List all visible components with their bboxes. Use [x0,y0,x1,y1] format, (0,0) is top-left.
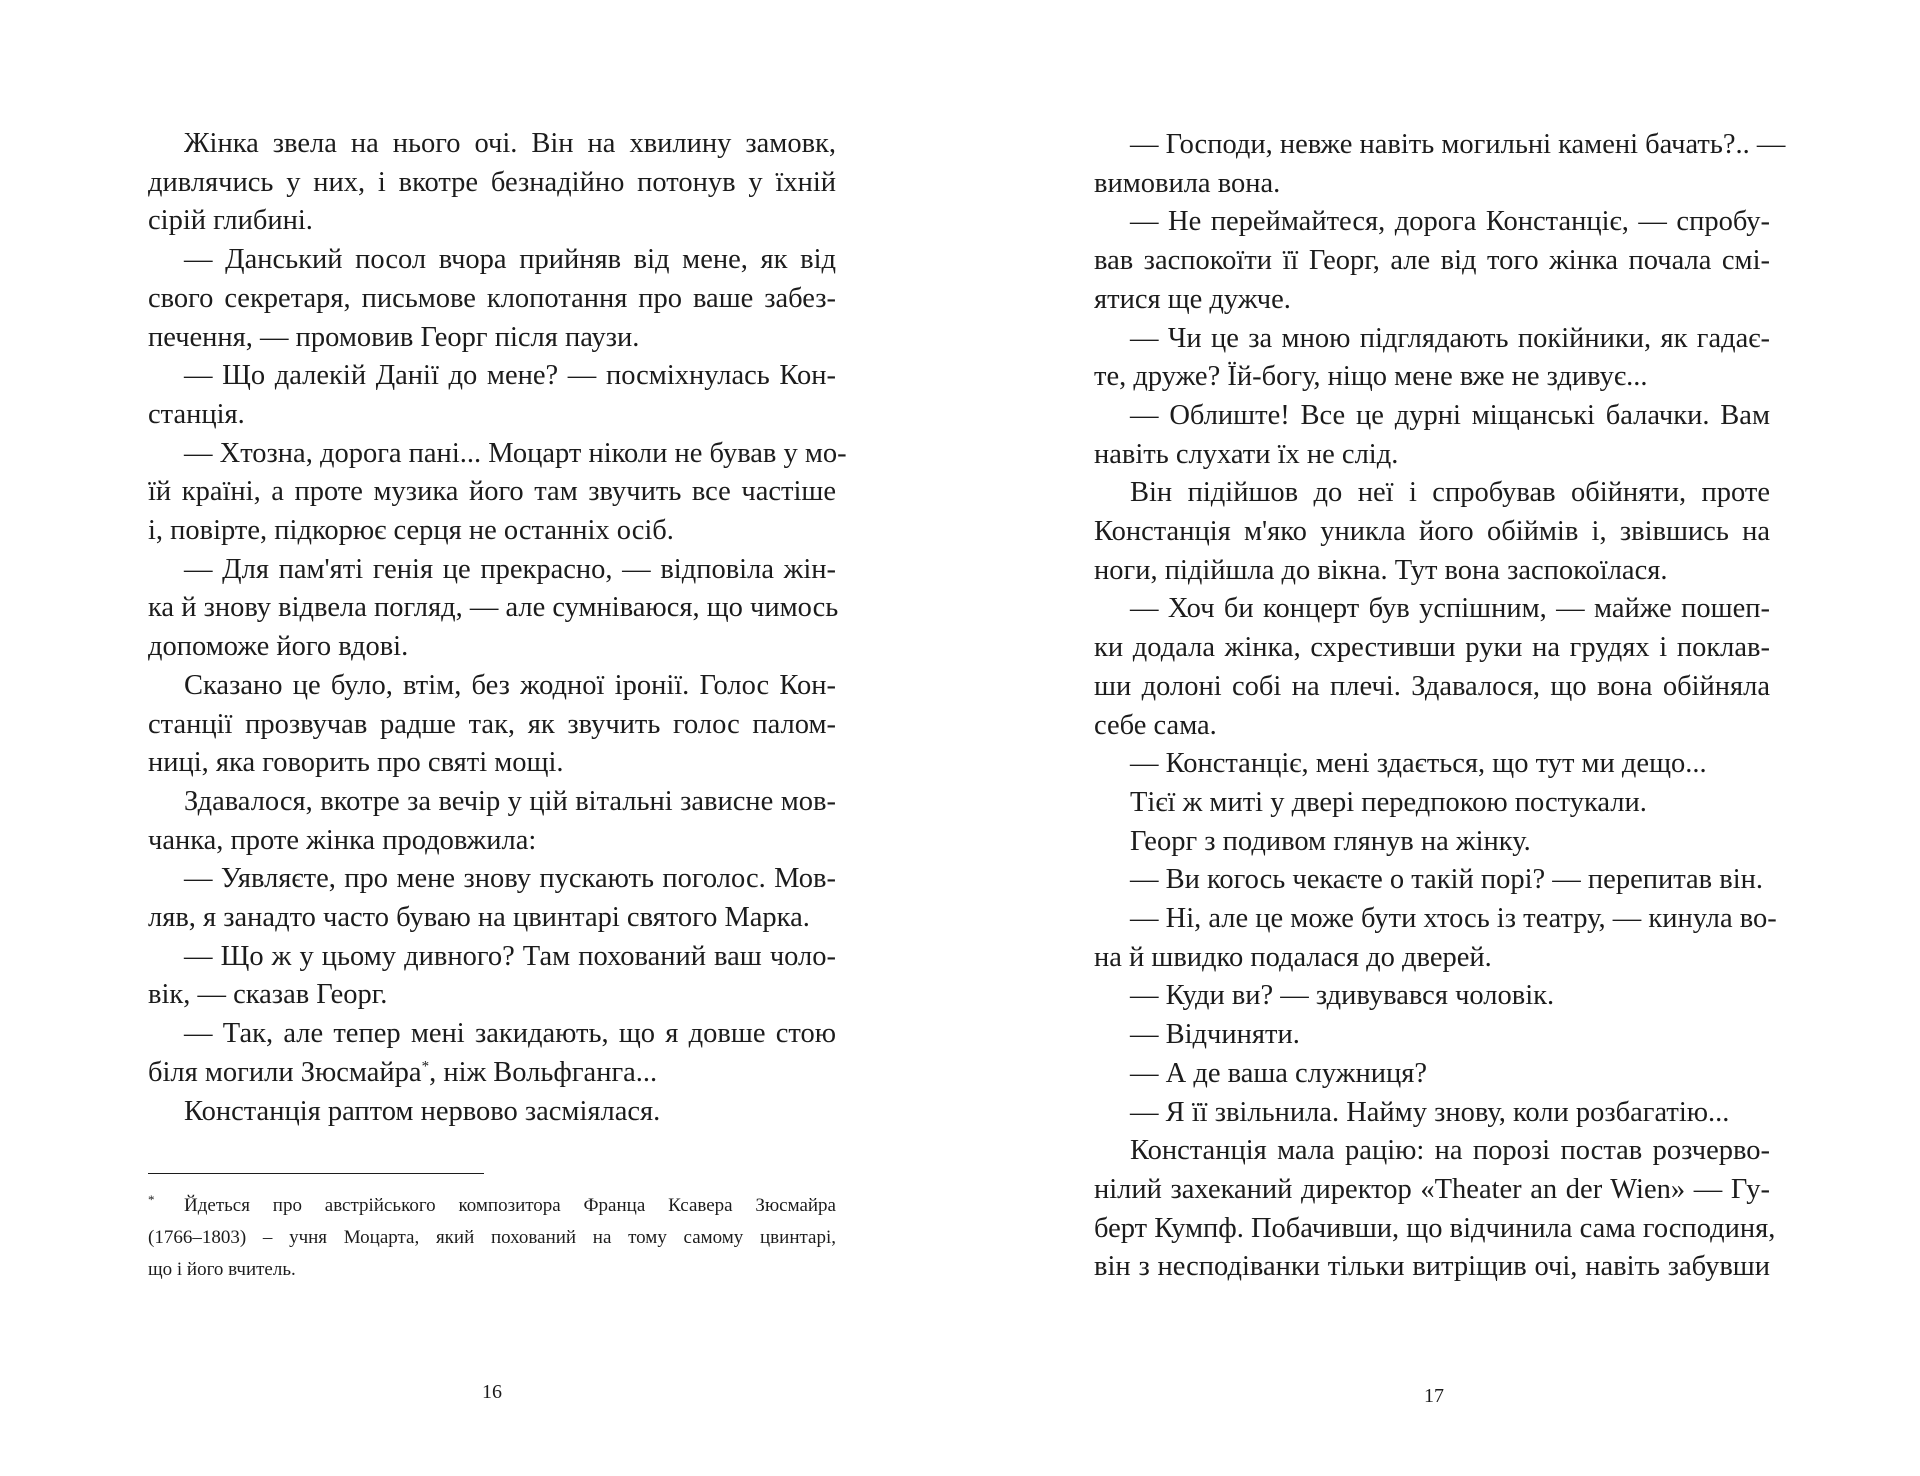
text-line: — Так, але тепер мені закидають, що я довше стою [184,1018,836,1050]
text-line: Констанція мала рацію: на порозі постав розчерво- [1130,1135,1770,1167]
text-line: Здавалося, вкотре за вечір у цій вітальні зависне мов- [184,785,836,817]
text-line: ятися ще дужче. [1094,283,1291,315]
text-line: свого секретаря, письмове клопотання про ваше забез- [148,282,836,314]
text-line: — Господи, невже навіть могильні камені бачать?.. — [1130,129,1786,160]
text-line: ши долоні собі на плечі. Здавалося, що вона обійняла [1094,670,1770,702]
text-line: їй країні, а проте музика його там звучить все частіше [148,476,836,508]
text-line: — Данський посол вчора прийняв від мене, як від [184,244,836,276]
text-fragment: біля могили Зюсмайра [148,1056,422,1088]
text-fragment: , ніж Вольфганга... [429,1056,658,1088]
text-line: ка й знову відвела погляд, — але сумніваюся, що чимось [148,592,839,624]
text-line: — Хтозна, дорога пані... Моцарт ніколи не бував у мо- [184,437,847,469]
text-line: — Відчиняти. [1130,1019,1300,1051]
text-line: — Я її звільнила. Найму знову, коли розбагатію... [1130,1096,1730,1128]
text-line: — Облиште! Все це дурні міщанські балачки. Вам [1130,399,1770,431]
footnote-line: що і його вчитель. [148,1259,296,1280]
text-line: Сказано це було, втім, без жодної іронії. Голос Кон- [184,669,836,701]
text-line: — Констанціє, мені здається, що тут ми дещо... [1130,748,1707,780]
text-line: ноги, підійшла до вікна. Тут вона заспокоїлася. [1094,554,1668,586]
text-line: він з несподіванки тільки витріщив очі, навіть забувши [1094,1251,1770,1283]
footnote-line: (1766–1803) – учня Моцарта, який похований на тому самому цвинтарі, [148,1227,836,1248]
text-line: берт Кумпф. Побачивши, що відчинила сама господиня, [1094,1212,1776,1244]
text-line-with-footnote [148,1054,836,1093]
text-line: Тієї ж миті у двері передпокою постукали. [1130,786,1647,818]
text-line: навіть слухати їх не слід. [1094,438,1399,470]
page-number: 16 [482,1381,502,1403]
text-line: — Для пам'яті генія це прекрасно, — відповіла жін- [184,553,836,585]
text-line: вав заспокоїти її Георг, але від того жінка почала смі- [1094,245,1770,277]
footnote-reference: * [421,1058,430,1075]
footnote-divider [148,1173,484,1174]
text-line: те, друже? Їй-богу, ніщо мене вже не здивує... [1094,361,1648,393]
text-line: — Що ж у цьому дивного? Там похований ваш чоло- [184,940,836,972]
text-line: на й швидко подалася до дверей. [1094,941,1492,973]
text-line: Констанція м'яко уникла його обіймів і, звівшись на [1094,516,1770,548]
text-line: ниці, яка говорить про святі мощі. [148,747,564,779]
text-line: себе сама. [1094,709,1217,741]
text-line: чанка, проте жінка продовжила: [148,824,537,856]
right-page-body-text [1094,126,1786,1287]
text-line: вимовила вона. [1094,167,1281,199]
footnote [148,1190,836,1286]
text-line: Жінка звела на нього очі. Він на хвилину замовк, [184,128,836,159]
page-number: 17 [1424,1385,1444,1407]
text-line: дивлячись у них, і вкотре безнадійно потонув у їхній [148,166,836,198]
text-line: — Що далекій Данії до мене? — посміхнулась Кон- [184,360,836,392]
text-line: — Хоч би концерт був успішним, — майже пошеп- [1130,593,1770,625]
text-line: вік, — сказав Георг. [148,979,388,1011]
text-line: — Ви когось чекаєте о такій порі? — перепитав він. [1130,864,1764,896]
text-line: станції прозвучав радше так, як звучить голос палом- [148,708,836,740]
text-line: Георг з подивом глянув на жінку. [1130,825,1531,857]
text-line: ляв, я занадто часто буваю на цвинтарі святого Марка. [148,902,810,934]
text-line: сірій глибині. [148,205,313,237]
text-line: і, повірте, підкорює серця не останніх осіб. [148,515,674,547]
text-line: допоможе його вдові. [148,631,409,663]
text-line: печення, — промовив Георг після паузи. [148,321,640,353]
text-line: станція. [148,398,245,430]
text-line: Він підійшов до неї і спробував обійняти, проте [1130,477,1770,509]
text-line: — Чи це за мною підглядають покійники, як гадає- [1130,322,1770,354]
right-page [960,0,1920,1476]
text-line: Констанція раптом нервово засміялася. [184,1095,661,1127]
footnote-line: Йдеться про австрійського композитора Франца Ксавера Зюсмайра [184,1195,836,1216]
text-line: — Не переймайтеся, дорога Констанціє, — спробу- [1130,206,1770,238]
text-line: — Ні, але це може бути хтось із театру, — кинула во- [1130,903,1777,935]
left-page-body-text [148,125,847,1131]
text-line: — А де ваша служниця? [1130,1057,1428,1089]
footnote-marker: * [148,1192,155,1207]
text-line: — Уявляєте, про мене знову пускають поголос. Мов- [184,863,836,895]
text-line: — Куди ви? — здивувався чоловік. [1130,980,1555,1012]
text-line: нілий захеканий директор «Theater an der Wien» — Гу- [1094,1173,1770,1205]
text-line: ки додала жінка, схрестивши руки на грудях і поклав- [1094,632,1770,664]
